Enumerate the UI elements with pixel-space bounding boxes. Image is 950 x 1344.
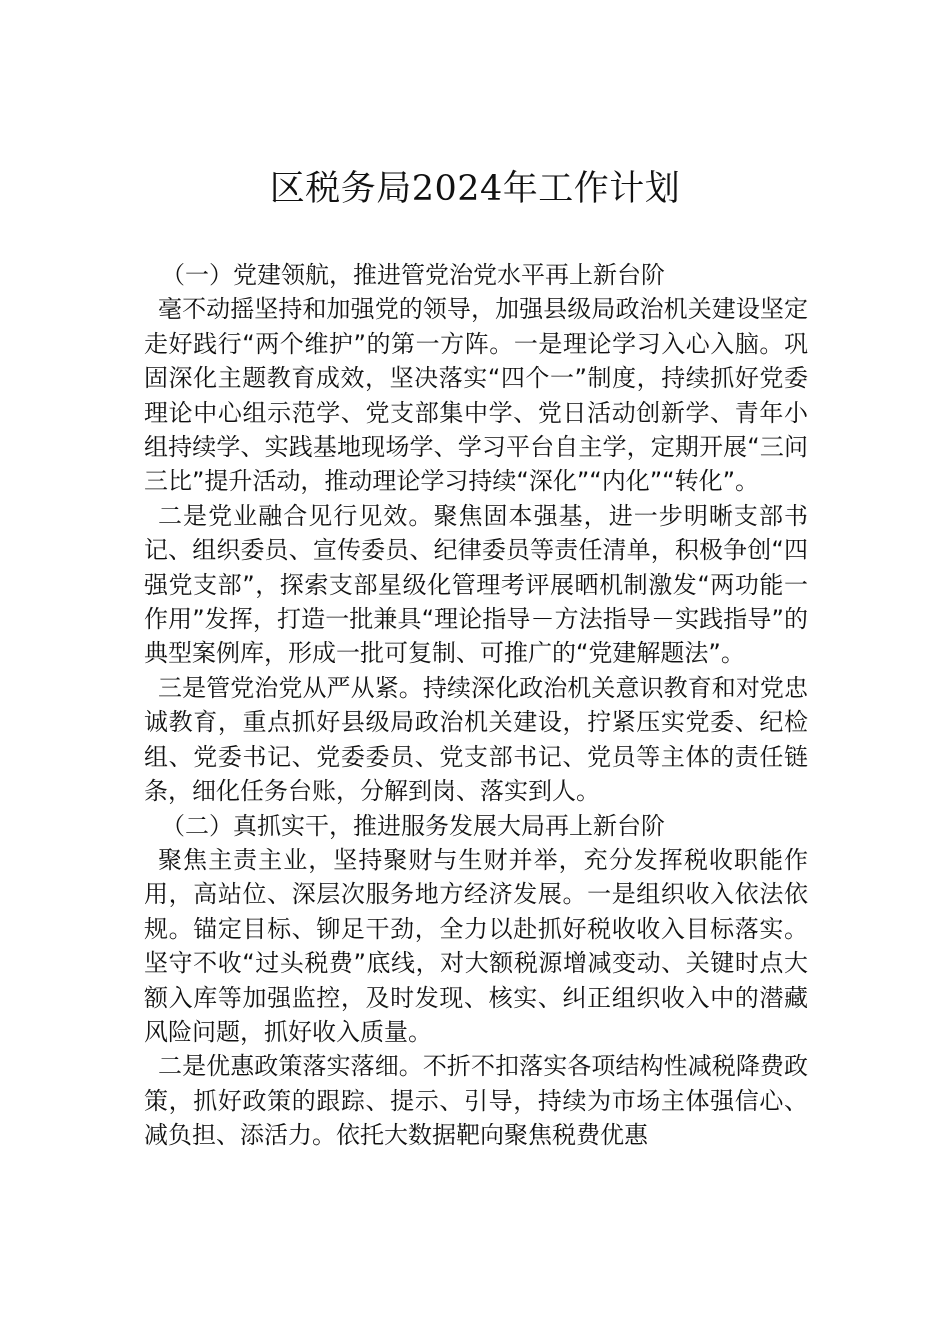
paragraph-party-leadership: 毫不动摇坚持和加强党的领导，加强县级局政治机关建设坚定走好践行“两个维护”的第一方阵。一是理论学习入心入脑。巩固深化主题教育成效，坚决落实“四个一”制度，持续抓好党委理论中心组示范学、党支部集中学、党日活动创新学、青年小组持续学、实践基地现场学、学习平台自主学，定期开展“三问三比”提升活动，推动理论学习持续“深化”“内化”“转化”。	[144, 295, 808, 496]
paragraph-preferential-policies: 二是优惠政策落实落细。不折不扣落实各项结构性减税降费政策，抓好政策的跟踪、提示、引导，持续为市场主体强信心、减负担、添活力。依托大数据靶向聚焦税费优惠	[144, 1052, 808, 1150]
section-heading-2: （二）真抓实干，推进服务发展大局再上新台阶	[161, 811, 665, 840]
paragraph-party-business-integration: 二是党业融合见行见效。聚焦固本强基，进一步明晰支部书记、组织委员、宣传委员、纪律委员等责任清单，积极争创“四强党支部”，探索支部星级化管理考评展晒机制激发“两功能一作用”发挥，打造一批兼具“理论指导－方法指导－实践指导”的典型案例库，形成一批可复制、可推广的“党建解题法”。	[144, 501, 808, 668]
document-title: 区税务局2024年工作计划	[269, 169, 681, 209]
paragraph-strict-party-governance: 三是管党治党从严从紧。持续深化政治机关意识教育和对党忠诚教育，重点抓好县级局政治机关建设，拧紧压实党委、纪检组、党委书记、党委委员、党支部书记、党员等主体的责任链条，细化任务台账，分解到岗、落实到人。	[144, 673, 808, 806]
document-body	[144, 258, 808, 1153]
paragraph-revenue-organization: 聚焦主责主业，坚持聚财与生财并举，充分发挥税收职能作用，高站位、深层次服务地方经济发展。一是组织收入依法依规。锚定目标、铆足干劲，全力以赴抓好税收收入目标落实。坚守不收“过头税费”底线，对大额税源增减变动、关键时点大额入库等加强监控，及时发现、核实、纠正组织收入中的潜藏风险问题，抓好收入质量。	[144, 845, 808, 1046]
section-heading-1: （一）党建领航，推进管党治党水平再上新台阶	[161, 261, 665, 289]
